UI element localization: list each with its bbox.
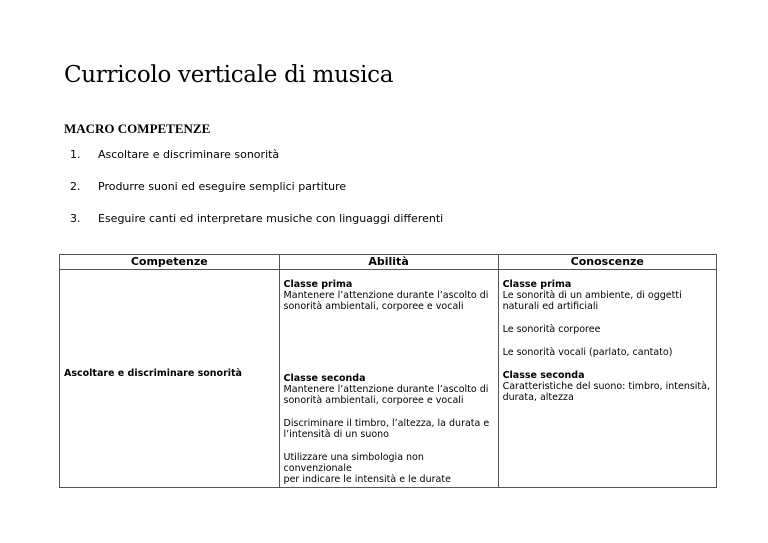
list-item-text: Ascoltare e discriminare sonorità <box>98 148 280 161</box>
list-item-number: 1. <box>70 148 81 161</box>
competence-cell <box>60 270 280 488</box>
conoscenze-cell <box>498 270 716 488</box>
class-label: Classe seconda <box>283 373 366 384</box>
abilita-text-line: sonorità ambientali, corporee e vocali <box>283 301 464 312</box>
list-item <box>70 180 443 196</box>
table-row <box>60 270 717 488</box>
table-header-row <box>60 255 717 270</box>
abilita-text-line: sonorità ambientali, corporee e vocali <box>283 395 464 406</box>
abilita-text-line: Discriminare il timbro, l’altezza, la durata e <box>283 418 490 429</box>
abilita-cell <box>279 270 498 488</box>
macro-competences-list <box>70 148 443 244</box>
list-item-text: Eseguire canti ed interpretare musiche con linguaggi differenti <box>98 212 444 225</box>
conoscenze-text-line: Le sonorità corporee <box>502 324 601 335</box>
conoscenze-text-line: Caratteristiche del suono: timbro, intensità, <box>502 381 710 392</box>
class-label: Classe prima <box>283 279 353 290</box>
conoscenze-text-line: durata, altezza <box>502 392 574 403</box>
list-item <box>70 148 443 164</box>
header-conoscenze: Conoscenze <box>498 255 716 270</box>
abilita-text-line: Mantenere l’attenzione durante l’ascolto di <box>283 384 489 395</box>
abilita-text-line: per indicare le intensità e le durate <box>283 474 451 485</box>
header-competenze: Competenze <box>60 255 280 270</box>
header-abilita: Abilità <box>279 255 498 270</box>
conoscenze-text-line: naturali ed artificiali <box>502 301 599 312</box>
class-label: Classe prima <box>502 279 572 290</box>
conoscenze-text-line: Le sonorità di un ambiente, di oggetti <box>502 290 682 301</box>
competence-text: Ascoltare e discriminare sonorità <box>64 368 242 379</box>
abilita-text-line: Mantenere l’attenzione durante l’ascolto di <box>283 290 489 301</box>
abilita-text-line: l’intensità di un suono <box>283 429 389 440</box>
conoscenze-text-line: Le sonorità vocali (parlato, cantato) <box>502 347 673 358</box>
list-item-number: 2. <box>70 180 81 193</box>
list-item-number: 3. <box>70 212 81 225</box>
class-label: Classe seconda <box>502 370 585 381</box>
list-item-text: Produrre suoni ed eseguire semplici partiture <box>98 180 347 193</box>
page-title: Curricolo verticale di musica <box>64 62 394 88</box>
abilita-text-line: Utilizzare una simbologia non convenzionale <box>283 452 424 474</box>
list-item <box>70 212 443 228</box>
section-heading: MACRO COMPETENZE <box>64 121 211 136</box>
curriculum-table <box>59 254 717 488</box>
